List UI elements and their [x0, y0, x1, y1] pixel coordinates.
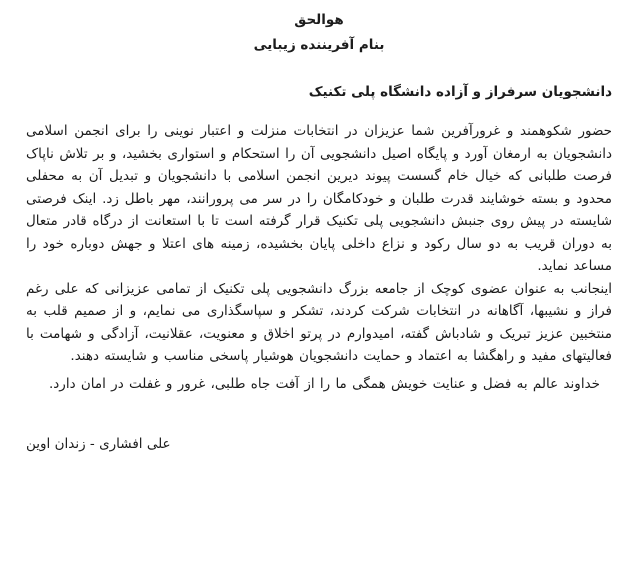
closing-prayer: خداوند عالم به فضل و عنایت خویش همگی ما را از آفت جاه طلبی، غرور و غفلت در امان دارد.	[49, 375, 600, 392]
paragraph-2: اینجانب به عنوان عضوی کوچک از جامعه بزرگ دانشجویی پلی تکنیک از تمامی عزیزانی که علی رغم فراز و نشیبها، آگاهانه در انتخابات شرکت کردند، تشکر و سپاسگذاری می نمایم، و از صمیم قلب به منتخبین عزیز تبریک و شادباش گفته، امیدوارم در پرتو اخلاق و معنویت، عقلانیت، آزادگی و شهامت با فعالیتهای مفید و راهگشا به اعتماد و حمایت دانشجویان هوشیار پاسخی مناسب و شایسته دهند.	[26, 280, 612, 364]
signature-text: علی افشاری - زندان اوین	[26, 436, 171, 452]
invocation-line-1: هوالحق	[294, 12, 344, 28]
letter-body	[26, 120, 612, 395]
invocation-line-2: بنام آفریننده زیبایی	[253, 37, 385, 53]
paragraph-1: حضور شکوهمند و غرورآفرین شما عزیزان در انتخابات منزلت و اعتبار نوینی را برای انجمن اسلامی دانشجویان به ارمغان آورد و پایگاه اصیل دانشجویی آن را استحکام و استواری بخشید، و بر تلاش ناپاک فرصت طلبانی که خیال خام گسست پیوند دیرین انجمن اسلامی با دانشجویان و تبدیل آن به محفلی محدود و بسته خوشایند قدرت طلبان و خودکامگان را در سر می پرورانند، مهر باطل زد. اینک فرصتی شایسته در پیش روی جنبش دانشجویی پلی تکنیک قرار گرفته است تا با استعانت از درگاه قادر متعال به دوران قریب به دو سال رکود و نزاع داخلی پایان بخشیده، زمینه های اعتلا و جهش دوباره خود را مساعد نماید.	[26, 123, 612, 274]
letter-header	[26, 8, 612, 58]
salutation-heading: دانشجویان سرفراز و آزاده دانشگاه پلی تکنیک	[308, 84, 612, 100]
signature-block	[26, 433, 612, 455]
